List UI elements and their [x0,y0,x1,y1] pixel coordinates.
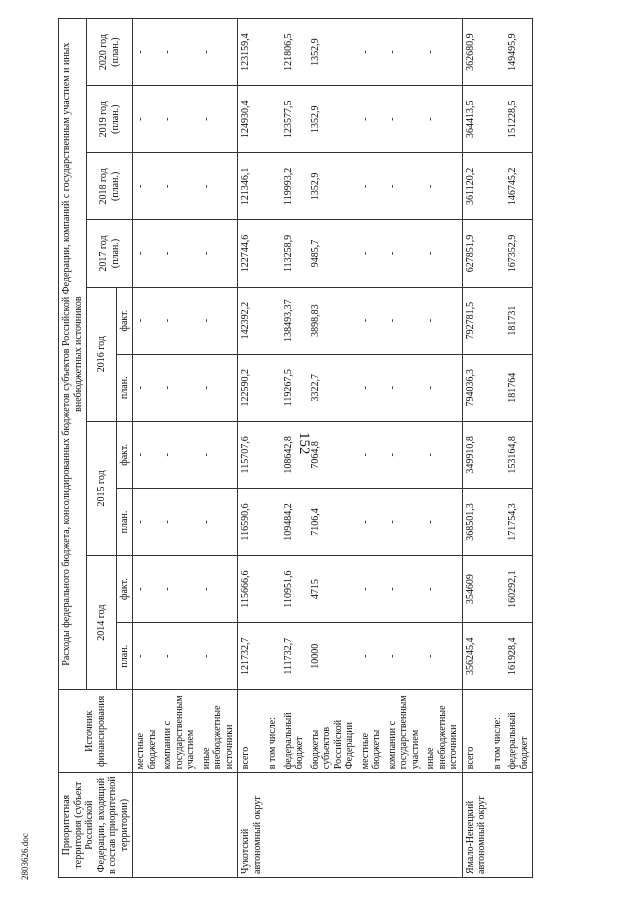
value-cell: 3322,7 [308,354,358,421]
value-cell: - [358,220,385,287]
table-header [59,19,133,878]
territory-cell [199,773,238,878]
header-plan: план. [116,488,133,555]
value-cell: 362680,9 [462,19,490,86]
value-cell: - [199,220,238,287]
value-cell: 1352,9 [308,86,358,153]
value-cell: - [358,153,385,220]
value-cell: 7106,4 [308,488,358,555]
header-fact: факт. [116,287,133,354]
value-cell: 146745,2 [505,153,533,220]
value-cell [490,556,506,623]
table-row [505,19,533,878]
header-source: Источник финансирования [59,690,133,773]
value-cell: - [423,488,462,555]
value-cell: - [133,556,161,623]
value-cell [490,153,506,220]
value-cell: 160292,1 [505,556,533,623]
value-cell: 124930,4 [238,86,266,153]
value-cell: 356245,4 [462,623,490,690]
value-cell: - [160,220,199,287]
header-year-2016: 2016 год [87,287,117,421]
value-cell [265,421,281,488]
value-cell [490,86,506,153]
value-cell [490,220,506,287]
value-cell [265,220,281,287]
value-cell: 119993,2 [281,153,308,220]
value-cell [490,19,506,86]
value-cell: - [160,354,199,421]
value-cell: - [358,86,385,153]
value-cell: 1352,9 [308,19,358,86]
value-cell: 108642,8 [281,421,308,488]
value-cell: - [199,488,238,555]
value-cell: - [423,623,462,690]
value-cell [265,623,281,690]
value-cell: - [385,86,424,153]
territory-cell [423,773,462,878]
source-cell: федеральный бюджет [505,690,533,773]
value-cell: - [133,623,161,690]
source-cell: местные бюджеты [358,690,385,773]
value-cell: 115707,6 [238,421,266,488]
value-cell [265,354,281,421]
value-cell: - [160,556,199,623]
value-cell: - [385,623,424,690]
document-code: 2803626.doc [20,833,30,880]
value-cell: - [423,153,462,220]
value-cell: - [385,220,424,287]
value-cell: 111732,7 [281,623,308,690]
value-cell: - [385,354,424,421]
value-cell: - [199,153,238,220]
value-cell: - [385,556,424,623]
value-cell: - [423,19,462,86]
value-cell: 368501,3 [462,488,490,555]
value-cell: 361120,2 [462,153,490,220]
source-cell: бюджеты субъектов Российской Федерации [308,690,358,773]
value-cell: 151228,5 [505,86,533,153]
value-cell: 349910,8 [462,421,490,488]
value-cell: - [133,354,161,421]
value-cell [265,287,281,354]
table-row [238,19,266,878]
value-cell: - [358,556,385,623]
header-2018-plan: 2018 год (план.) [87,153,133,220]
value-cell: 3898,83 [308,287,358,354]
value-cell: - [160,86,199,153]
value-cell: 138493,37 [281,287,308,354]
table-row [385,19,424,878]
value-cell: - [133,220,161,287]
table-row [308,19,358,878]
value-cell: - [133,19,161,86]
source-cell: всего [238,690,266,773]
table-row [423,19,462,878]
value-cell: 116590,6 [238,488,266,555]
value-cell: - [199,421,238,488]
value-cell: - [199,287,238,354]
value-cell: 161928,4 [505,623,533,690]
header-territory: Приоритетная территория (субъект Российской Федерации, входящий в состав приоритетной территории) [59,773,133,878]
value-cell [490,354,506,421]
value-cell: - [133,421,161,488]
expenses-table [58,18,533,878]
value-cell: - [385,153,424,220]
value-cell: - [423,354,462,421]
value-cell: 121806,5 [281,19,308,86]
value-cell: 181764 [505,354,533,421]
value-cell: 142392,2 [238,287,266,354]
value-cell: 10000 [308,623,358,690]
value-cell: - [358,488,385,555]
value-cell [490,623,506,690]
header-year-2015: 2015 год [87,421,117,555]
value-cell: 181731 [505,287,533,354]
value-cell: - [199,623,238,690]
header-fact: факт. [116,421,133,488]
value-cell: 122744,6 [238,220,266,287]
value-cell: - [358,287,385,354]
header-2019-plan: 2019 год (план.) [87,86,133,153]
table-row [358,19,385,878]
source-cell: всего [462,690,490,773]
source-cell: в том числе: [490,690,506,773]
territory-cell [281,773,308,878]
header-plan: план. [116,354,133,421]
territory-cell: Чукотский автономный округ [238,773,266,878]
value-cell: 171754,3 [505,488,533,555]
value-cell: - [385,488,424,555]
value-cell: 119267,5 [281,354,308,421]
header-plan: план. [116,623,133,690]
value-cell [265,488,281,555]
territory-cell [133,773,161,878]
header-fact: факт. [116,556,133,623]
territory-cell [385,773,424,878]
source-cell: в том числе: [265,690,281,773]
page-number: 152 [296,432,312,455]
value-cell: 167352,9 [505,220,533,287]
value-cell: - [160,287,199,354]
value-cell: 123577,5 [281,86,308,153]
value-cell: - [423,556,462,623]
value-cell: - [423,86,462,153]
value-cell: 354609 [462,556,490,623]
source-cell: иные внебюджетные источники [199,690,238,773]
table-row [265,19,281,878]
header-2020-plan: 2020 год (план.) [87,19,133,86]
value-cell: 123159,4 [238,19,266,86]
territory-cell [265,773,281,878]
value-cell: - [358,421,385,488]
value-cell: - [133,287,161,354]
value-cell: - [423,421,462,488]
value-cell: - [160,488,199,555]
value-cell [490,488,506,555]
header-year-2014: 2014 год [87,556,117,690]
value-cell: 122590,2 [238,354,266,421]
value-cell: 113258,9 [281,220,308,287]
header-expenses: Расходы федерального бюджета, консолидированных бюджетов субъектов Российской Федерации, компаний с государственным участием и иных внебюджетных источников [59,19,87,690]
value-cell: - [385,421,424,488]
value-cell: - [385,19,424,86]
source-cell: компании с государственным участием [160,690,199,773]
value-cell: - [199,19,238,86]
header-2017-plan: 2017 год (план.) [87,220,133,287]
territory-cell [490,773,506,878]
value-cell: - [423,220,462,287]
value-cell: - [199,354,238,421]
value-cell: - [199,556,238,623]
value-cell: 4715 [308,556,358,623]
source-cell: федеральный бюджет [281,690,308,773]
source-cell: компании с государственным участием [385,690,424,773]
value-cell: - [160,153,199,220]
value-cell: - [160,623,199,690]
source-cell: местные бюджеты [133,690,161,773]
value-cell: 149495,9 [505,19,533,86]
value-cell: - [423,287,462,354]
value-cell: 110951,6 [281,556,308,623]
table-row [133,19,161,878]
value-cell: 121346,1 [238,153,266,220]
table-row [160,19,199,878]
value-cell [490,421,506,488]
value-cell: 794036,3 [462,354,490,421]
value-cell [265,153,281,220]
value-cell: 1352,9 [308,153,358,220]
value-cell: 9485,7 [308,220,358,287]
value-cell: 7064,8 [308,421,358,488]
value-cell: - [160,19,199,86]
value-cell: - [358,623,385,690]
value-cell: 792781,5 [462,287,490,354]
table-row [199,19,238,878]
territory-cell [505,773,533,878]
table-body [133,19,533,878]
value-cell: - [133,86,161,153]
value-cell: - [160,421,199,488]
value-cell: - [133,488,161,555]
value-cell [265,556,281,623]
value-cell: 109484,2 [281,488,308,555]
value-cell: - [199,86,238,153]
value-cell [490,287,506,354]
table-row [281,19,308,878]
territory-cell [308,773,358,878]
value-cell: - [385,287,424,354]
value-cell: - [133,153,161,220]
value-cell: 121732,7 [238,623,266,690]
territory-cell [358,773,385,878]
value-cell: - [358,354,385,421]
value-cell [265,19,281,86]
rotated-table-container [58,18,640,878]
territory-cell: Ямало-Ненецкий автономный округ [462,773,490,878]
value-cell: 115666,6 [238,556,266,623]
value-cell: - [358,19,385,86]
value-cell [265,86,281,153]
territory-cell [160,773,199,878]
value-cell: 153164,8 [505,421,533,488]
value-cell: 364413,5 [462,86,490,153]
source-cell: иные внебюджетные источники [423,690,462,773]
table-row [490,19,506,878]
table-row [462,19,490,878]
value-cell: 627851,9 [462,220,490,287]
